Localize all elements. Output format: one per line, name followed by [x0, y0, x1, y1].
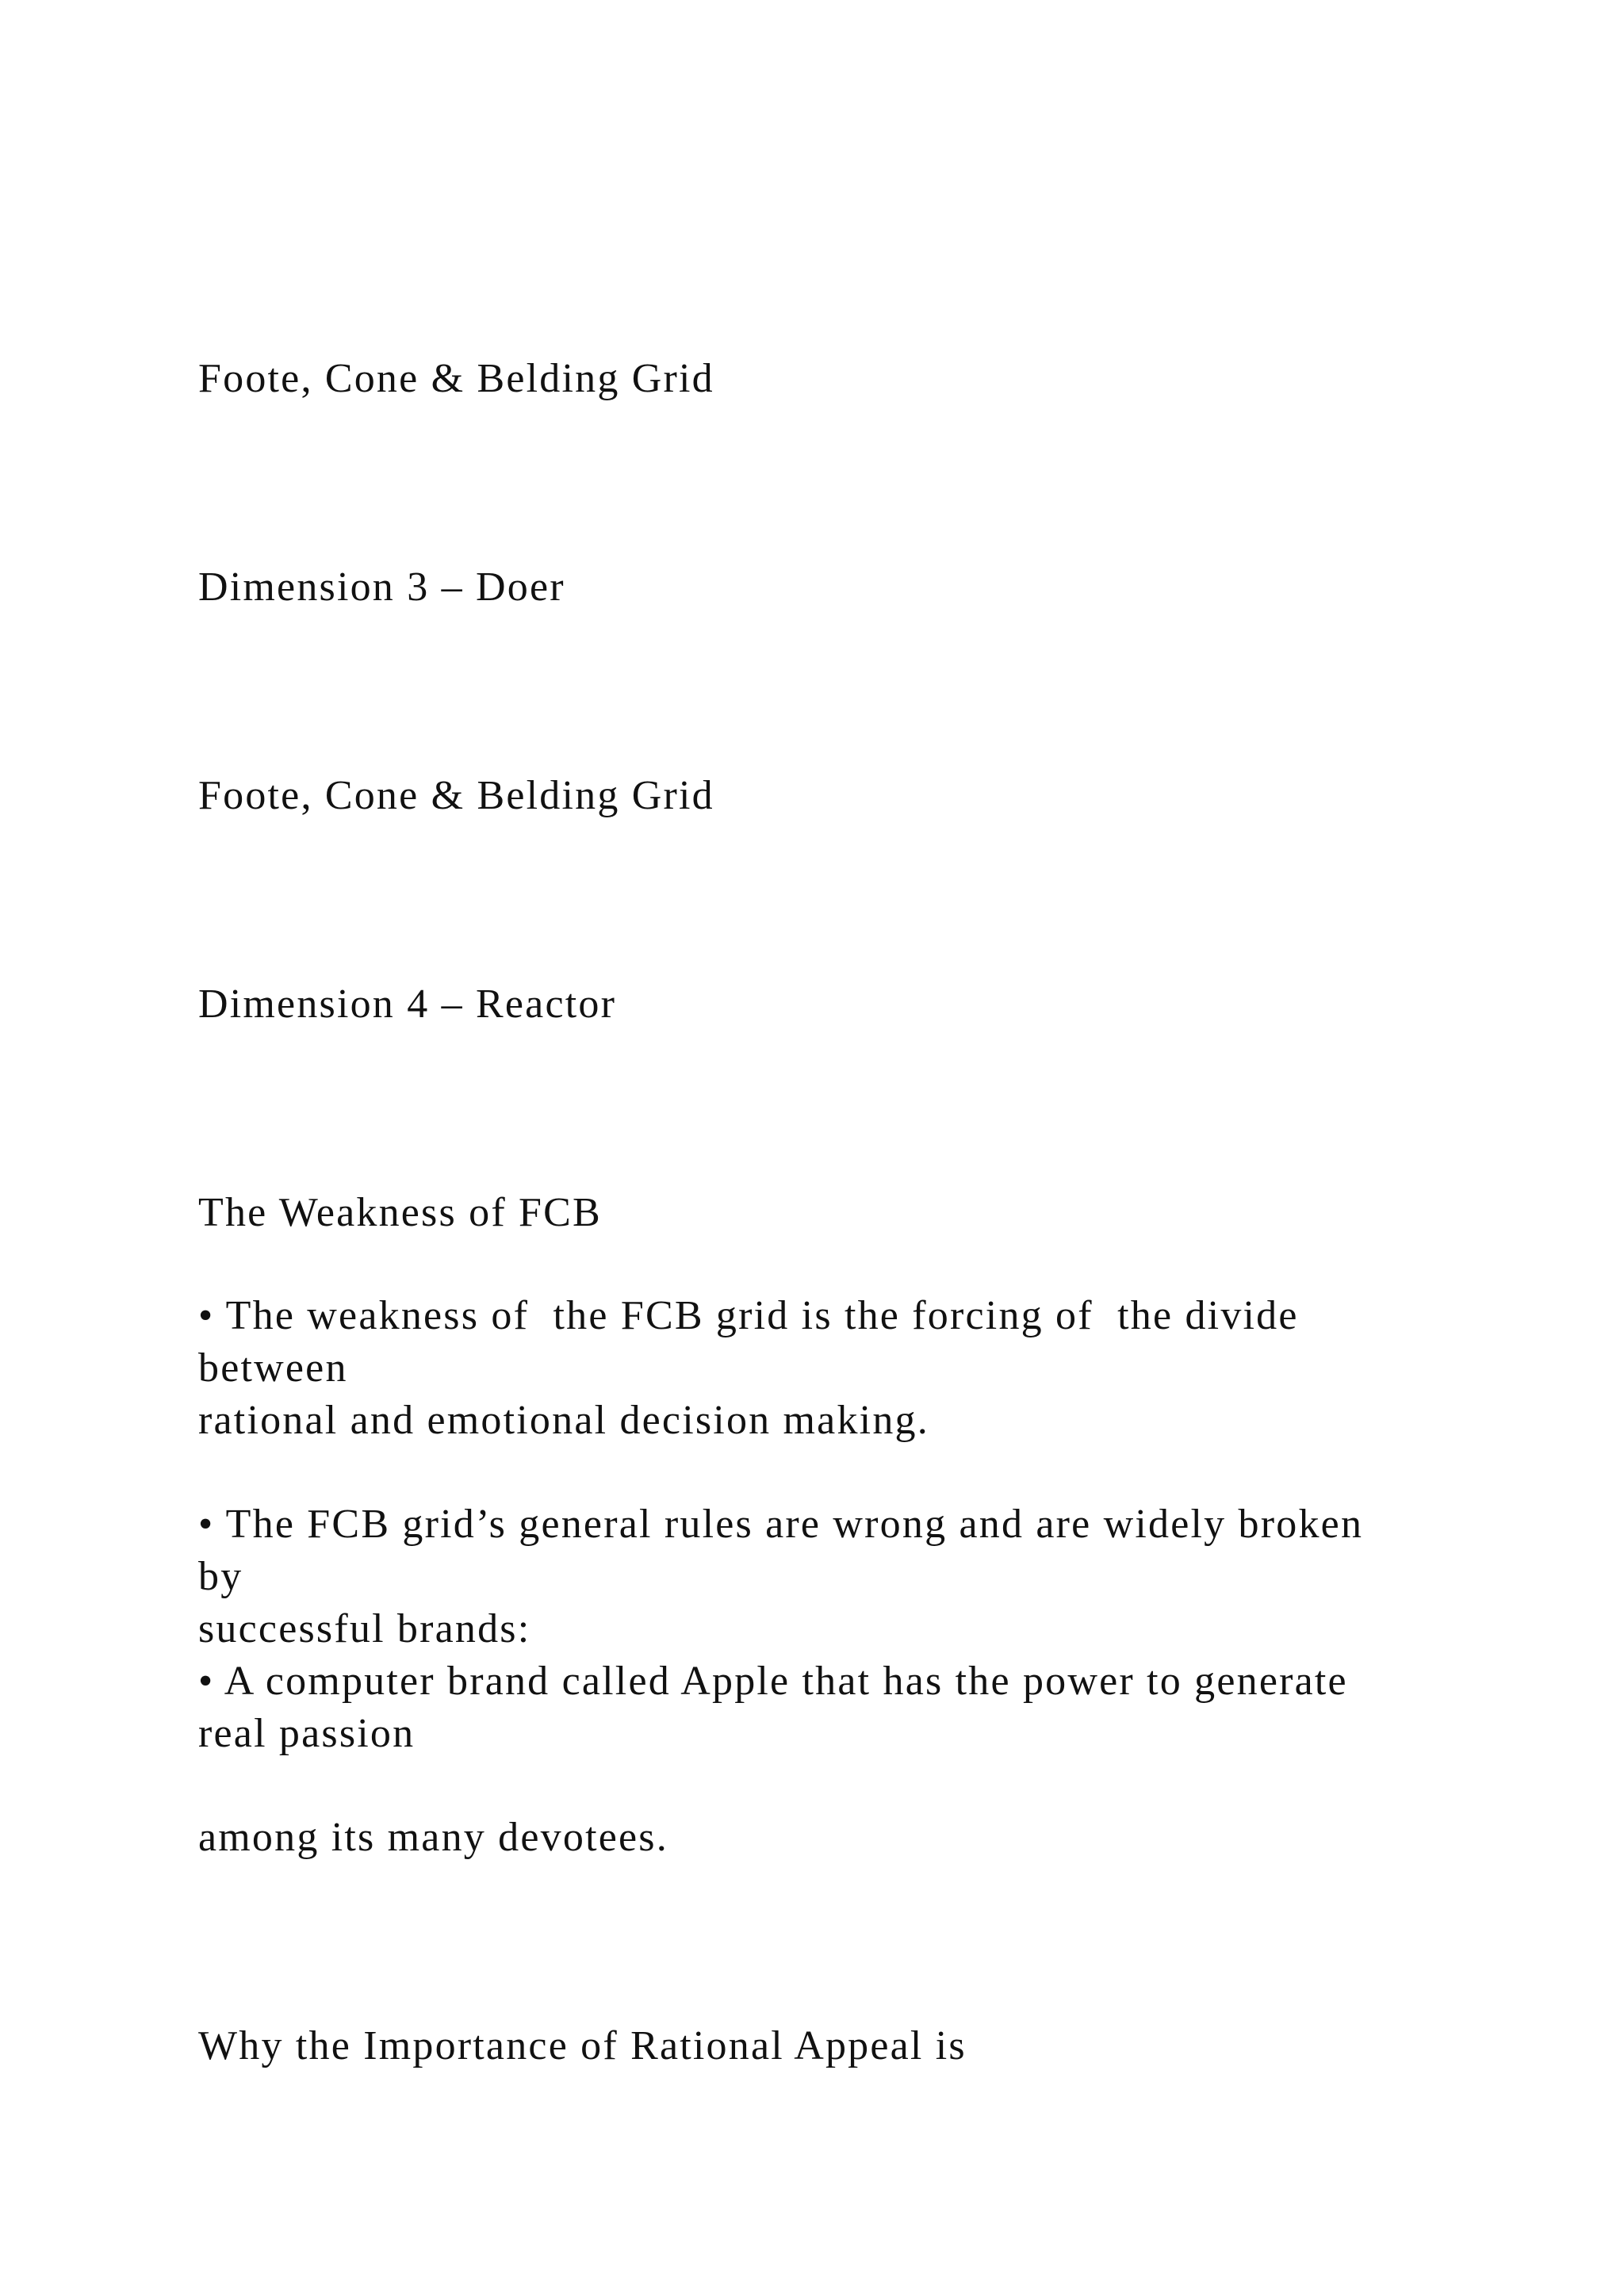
bullet-2-line-2: by [198, 1554, 243, 1599]
bullet-2-line-3: successful brands: [198, 1606, 531, 1651]
heading-rational-appeal: Why the Importance of Rational Appeal is [198, 2023, 967, 2068]
heading-dimension-3: Dimension 3 – Doer [198, 564, 565, 610]
heading-fcb-grid-1: Foote, Cone & Belding Grid [198, 356, 714, 401]
bullet-3-line-3: among its many devotees. [198, 1815, 668, 1860]
bullet-1-line-3: rational and emotional decision making. [198, 1398, 929, 1443]
bullet-3-line-2: real passion [198, 1711, 416, 1756]
heading-weakness-fcb: The Weakness of FCB [198, 1190, 602, 1235]
bullet-2-line-1: • The FCB grid’s general rules are wrong and are widely broken [198, 1502, 1364, 1547]
bullet-3-line-1: • A computer brand called Apple that has the power to generate [198, 1659, 1348, 1704]
heading-dimension-4: Dimension 4 – Reactor [198, 982, 617, 1027]
bullet-1-line-1: • The weakness of the FCB grid is the forcing of the divide [198, 1293, 1299, 1338]
heading-fcb-grid-2: Foote, Cone & Belding Grid [198, 773, 714, 818]
bullet-1-line-2: between [198, 1345, 348, 1391]
